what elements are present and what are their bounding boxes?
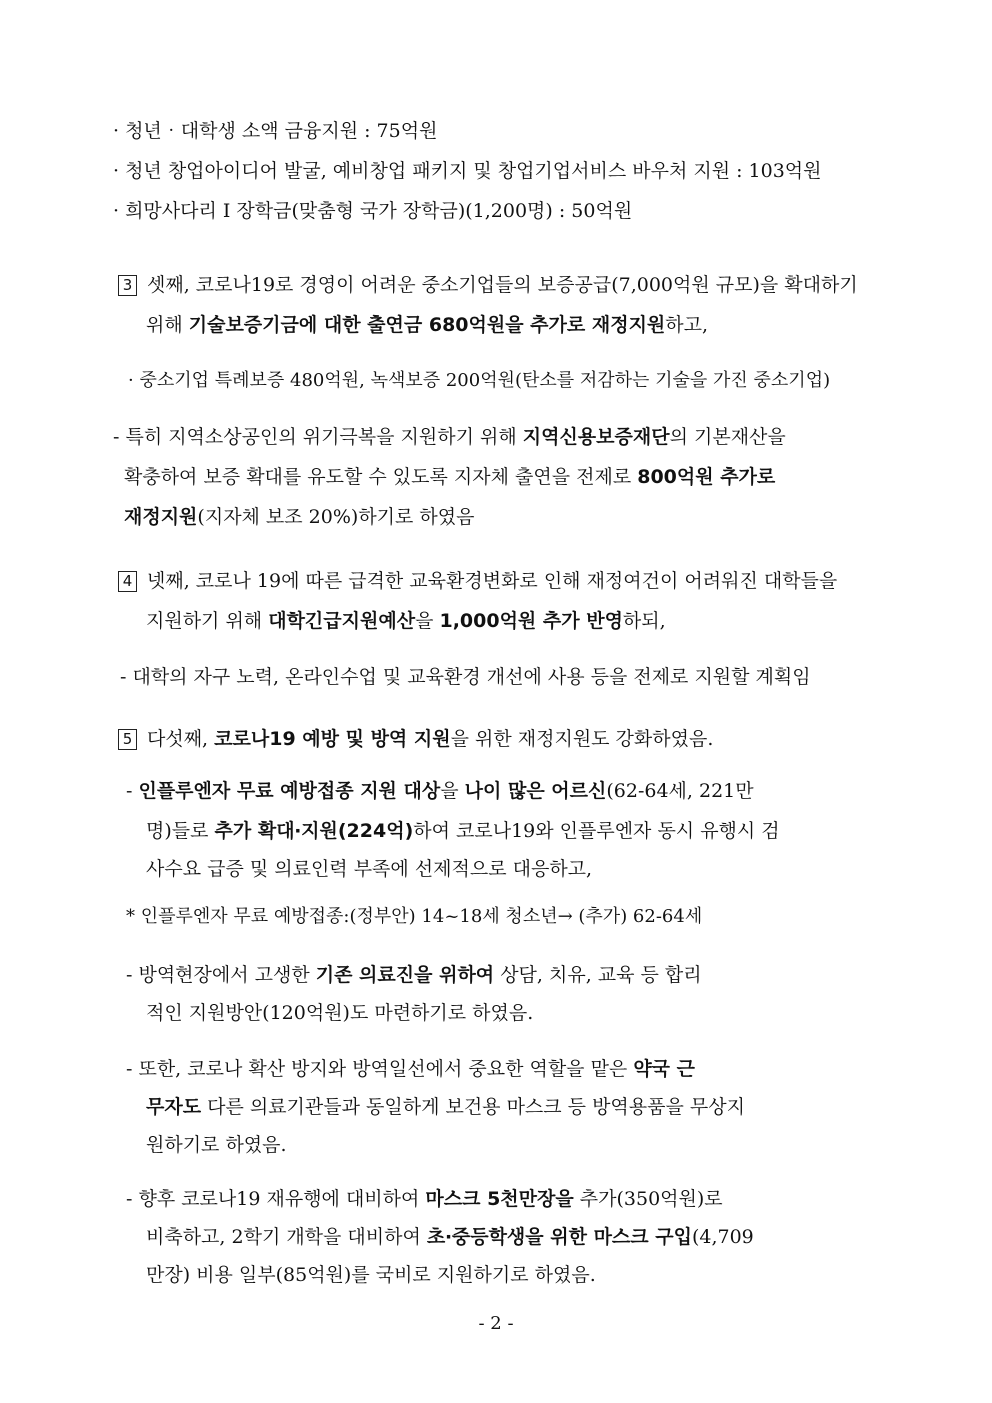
section-5-mask-line-3: 만장) 비용 일부(85억원)를 국비로 지원하기로 하였음. <box>146 1264 596 1286</box>
bullet-youth-finance: · 청년‧대학생 소액 금융지원 : 75억원 <box>113 120 438 142</box>
section-5-pharmacy-line-1: - 또한, 코로나 확산 방지와 방역일선에서 중요한 역할을 맡은 약국 근 <box>126 1058 696 1080</box>
section-5-line-1: 5 다섯째, 코로나19 예방 및 방역 지원을 위한 재정지원도 강화하였음. <box>118 726 713 752</box>
section-3-line-1: 3 셋째, 코로나19로 경영이 어려운 중소기업들의 보증공급(7,000억원 규모)을 확대하기 <box>118 272 858 298</box>
section-4-line-1: 4 넷째, 코로나 19에 따른 급격한 교육환경변화로 인해 재정여건이 어려워진 대학들을 <box>118 568 837 594</box>
section-4-para: - 대학의 자구 노력, 온라인수업 및 교육환경 개선에 사용 등을 전제로 지원할 계획임 <box>120 666 811 688</box>
section-4-line-2: 지원하기 위해 대학긴급지원예산을 1,000억원 추가 반영하되, <box>146 610 666 632</box>
bullet-startup: · 청년 창업아이디어 발굴, 예비창업 패키지 및 창업기업서비스 바우처 지원 : 103억원 <box>113 160 822 182</box>
section-3-line-2: 위해 기술보증기금에 대한 출연금 680억원을 추가로 재정지원하고, <box>146 314 709 336</box>
section-5-mask-line-1: - 향후 코로나19 재유행에 대비하여 마스크 5천만장을 추가(350억원)로 <box>126 1188 723 1210</box>
section-5-note: * 인플루엔자 무료 예방접종:(정부안) 14~18세 청소년→ (추가) 62-64세 <box>126 906 703 927</box>
section-5-medical-line-2: 적인 지원방안(120억원)도 마련하기로 하였음. <box>146 1002 534 1024</box>
section-5-pharmacy-line-2: 무자도 다른 의료기관들과 동일하게 보건용 마스크 등 방역용품을 무상지 <box>146 1096 745 1118</box>
section-3-para-line-3: 재정지원(지자체 보조 20%)하기로 하였음 <box>124 506 475 528</box>
bullet-scholarship: · 희망사다리 Ⅰ 장학금(맞춤형 국가 장학금)(1,200명) : 50억원 <box>113 200 633 222</box>
section-5-medical-line-1: - 방역현장에서 고생한 기존 의료진을 위하여 상담, 치유, 교육 등 합리 <box>126 964 702 986</box>
section-3-number: 3 <box>118 275 137 296</box>
page-number: - 2 - <box>478 1313 514 1334</box>
section-4-number: 4 <box>118 571 137 592</box>
section-5-number: 5 <box>118 729 137 750</box>
section-5-mask-line-2: 비축하고, 2학기 개학을 대비하여 초‧중등학생을 위한 마스크 구입(4,709 <box>146 1226 754 1248</box>
section-3-para-line-1: - 특히 지역소상공인의 위기극복을 지원하기 위해 지역신용보증재단의 기본재산을 <box>113 426 786 448</box>
section-5-pharmacy-line-3: 원하기로 하였음. <box>146 1134 287 1156</box>
section-3-para-line-2: 확충하여 보증 확대를 유도할 수 있도록 지자체 출연을 전제로 800억원 추가로 <box>124 466 776 488</box>
section-5-influenza-line-3: 사수요 급증 및 의료인력 부족에 선제적으로 대응하고, <box>146 858 593 880</box>
section-5-influenza-line-2: 명)들로 추가 확대‧지원(224억)하여 코로나19와 인플루엔자 동시 유행시 검 <box>146 820 780 842</box>
section-3-sub-bullet: · 중소기업 특례보증 480억원, 녹색보증 200억원(탄소를 저감하는 기술을 가진 중소기업) <box>128 370 831 391</box>
section-5-influenza-line-1: - 인플루엔자 무료 예방접종 지원 대상을 나이 많은 어르신(62-64세, 221만 <box>126 780 754 802</box>
